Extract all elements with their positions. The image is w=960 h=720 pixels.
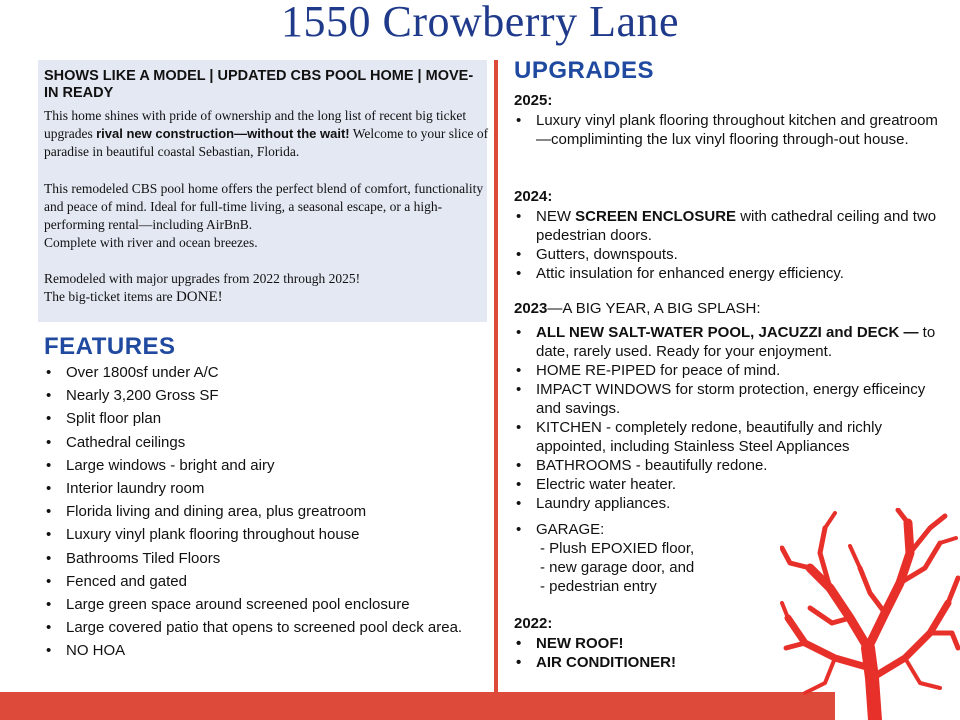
feature-item: • Nearly 3,200 Gross SF: [44, 384, 462, 407]
intro-paragraph-2: [44, 180, 489, 252]
upgrades-2024-list: [514, 207, 944, 283]
intro-p1-c: Welcome to your slice of paradise in beautiful coastal Sebastian, Florida.: [44, 126, 489, 159]
feature-item: • Florida living and dining area, plus greatroom: [44, 500, 462, 523]
upgrades-2025-list: [514, 111, 944, 149]
list-item: • IMPACT WINDOWS for storm protection, energy efficeincy and savings.: [514, 380, 944, 418]
garage-sub-item: - Plush EPOXIED floor,: [540, 540, 695, 557]
list-item: • Attic insulation for enhanced energy efficiency.: [514, 264, 944, 283]
year-2023-label: [514, 300, 761, 317]
garage-sub-item: - new garage door, and: [540, 559, 695, 576]
intro-paragraph-1: [44, 107, 489, 161]
list-item: [514, 323, 944, 361]
list-item: • BATHROOMS - beautifully redone.: [514, 456, 944, 475]
feature-item: • Cathedral ceilings: [44, 431, 462, 454]
feature-item: • Bathrooms Tiled Floors: [44, 547, 462, 570]
year-2023-caption: —A BIG YEAR, A BIG SPLASH:: [547, 300, 761, 317]
intro-p2: This remodeled CBS pool home offers the perfect blend of comfort, functionality and peace of mind. Ideal for full-time living, a seasonal escape, or a high-performing rental—including AirBnB.: [44, 181, 484, 232]
list-item: • HOME RE-PIPED for peace of mind.: [514, 361, 944, 380]
upgrades-2022-list: [514, 634, 814, 672]
intro-p1-a: This home shines with pride of ownership and the long list of recent big ticket upgrades: [44, 108, 467, 141]
intro-p2b: Complete with river and ocean breezes.: [44, 235, 258, 250]
item-bold: SCREEN ENCLOSURE: [575, 208, 737, 225]
coral-icon: [780, 508, 960, 720]
feature-item: • Split floor plan: [44, 407, 462, 430]
upgrades-title: UPGRADES: [514, 57, 655, 84]
year-2023-number: 2023: [514, 300, 548, 317]
list-item: • KITCHEN - completely redone, beautifully and richly appointed, including Stainless Steel Appliances: [514, 418, 944, 456]
intro-panel: [38, 60, 487, 322]
feature-item: • Over 1800sf under A/C: [44, 361, 462, 384]
list-item: • Gutters, downspouts.: [514, 245, 944, 264]
item-text: NEW: [536, 208, 576, 225]
intro-p4-b: DONE!: [175, 289, 223, 305]
item-bold: ALL NEW SALT-WATER POOL, JACUZZI and DECK —: [536, 324, 919, 341]
feature-item: • Large green space around screened pool enclosure: [44, 593, 462, 616]
column-divider: [494, 60, 498, 692]
features-list: [44, 361, 462, 662]
page-title: 1550 Crowberry Lane: [280, 0, 680, 46]
intro-paragraph-3: [44, 270, 489, 306]
list-item: • Laundry appliances.: [514, 494, 944, 513]
year-2022-label: 2022:: [514, 615, 553, 632]
feature-item: • Interior laundry room: [44, 477, 462, 500]
item-text: with cathedral ceiling and two pedestrian doors.: [536, 208, 937, 244]
list-item: • Luxury vinyl plank flooring throughout kitchen and greatroom —compliminting the lux vinyl flooring through-out house.: [514, 111, 944, 149]
garage-sub-item: - pedestrian entry: [540, 578, 657, 595]
list-item: • Electric water heater.: [514, 475, 944, 494]
feature-item: • Large windows - bright and airy: [44, 454, 462, 477]
intro-heading: SHOWS LIKE A MODEL | UPDATED CBS POOL HOME | MOVE-IN READY: [44, 68, 474, 101]
intro-p3: Remodeled with major upgrades from 2022 through 2025!: [44, 271, 361, 286]
features-title: FEATURES: [44, 333, 176, 360]
bottom-accent-bar: [0, 692, 835, 720]
feature-item: • Luxury vinyl plank flooring throughout house: [44, 523, 462, 546]
item-text: to date, rarely used. Ready for your enjoyment.: [536, 324, 936, 360]
year-2024-label: 2024:: [514, 188, 553, 205]
list-item: • AIR CONDITIONER!: [514, 653, 814, 672]
feature-item: • NO HOA: [44, 639, 462, 662]
garage-label: GARAGE:: [536, 521, 605, 538]
intro-p1-bold: rival new construction—without the wait!: [96, 126, 350, 141]
feature-item: • Large covered patio that opens to screened pool deck area.: [44, 616, 462, 639]
feature-item: • Fenced and gated: [44, 570, 462, 593]
year-2025-label: 2025:: [514, 92, 553, 109]
list-item: [514, 207, 944, 245]
list-item: • NEW ROOF!: [514, 634, 814, 653]
intro-p4-a: The big-ticket items are: [44, 289, 176, 304]
